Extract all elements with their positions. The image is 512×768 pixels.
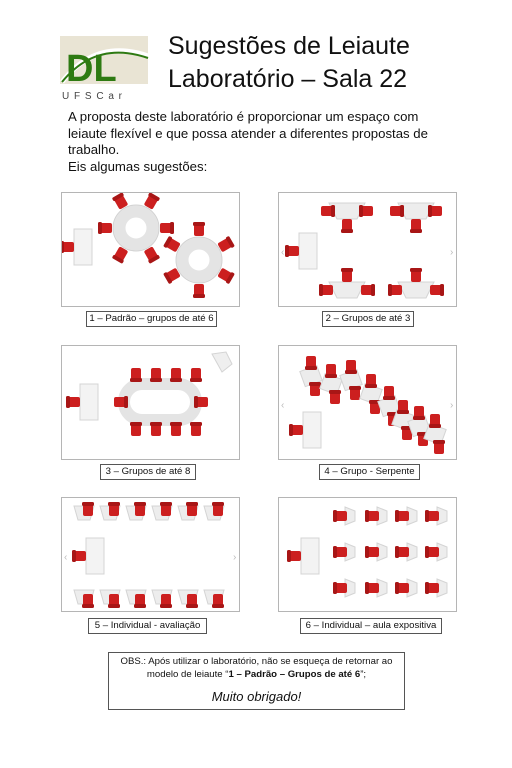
chair-back xyxy=(333,582,337,594)
chair-back xyxy=(359,205,363,217)
chair xyxy=(395,546,409,558)
table-ring xyxy=(182,243,216,277)
chair-back xyxy=(365,582,369,594)
chair-back xyxy=(365,384,377,388)
chair xyxy=(305,356,317,370)
obs-note xyxy=(108,652,405,710)
chair xyxy=(114,396,128,408)
chair xyxy=(329,390,341,404)
chair xyxy=(287,550,301,562)
chair-back xyxy=(333,510,337,522)
chair-back xyxy=(130,422,142,426)
chair-back xyxy=(397,410,409,414)
chair-back xyxy=(212,604,224,608)
chair xyxy=(365,546,379,558)
chair xyxy=(108,502,120,516)
title-line-1: Sugestões de Leiaute xyxy=(168,32,410,60)
chair-back xyxy=(425,546,429,558)
ufscar-dl-logo xyxy=(56,34,152,104)
intro-line-3: trabalho. xyxy=(68,142,120,158)
chair-back xyxy=(428,205,432,217)
chair xyxy=(160,502,172,516)
chair-back xyxy=(383,396,395,400)
chair-back xyxy=(400,205,404,217)
chevron-right-icon: › xyxy=(450,247,454,258)
chair-back xyxy=(425,510,429,522)
chair-back xyxy=(325,374,337,378)
chair xyxy=(365,510,379,522)
chair-back xyxy=(341,229,353,233)
chair xyxy=(160,594,172,608)
chair-back xyxy=(341,268,353,272)
chair-back xyxy=(349,386,361,390)
chair-back xyxy=(170,378,182,382)
chevron-right-icon: › xyxy=(450,400,454,411)
chair-back xyxy=(108,604,120,608)
spare-table xyxy=(212,352,232,372)
chair-back xyxy=(345,370,357,374)
chair xyxy=(193,284,205,298)
table-ring xyxy=(119,211,153,245)
intro-line-2: leiaute flexível e que possa atender a diferentes propostas de xyxy=(68,125,428,141)
chair xyxy=(395,582,409,594)
chair xyxy=(425,546,439,558)
chair xyxy=(66,396,80,408)
chair xyxy=(397,400,409,414)
chair-back xyxy=(62,241,64,253)
chair xyxy=(160,222,174,234)
chair xyxy=(428,205,442,217)
chair xyxy=(359,205,373,217)
layout-caption-2: 2 – Grupos de até 3 xyxy=(322,311,414,327)
chair xyxy=(309,382,321,396)
chair-back xyxy=(212,502,224,506)
chair xyxy=(193,222,205,236)
layout-caption-3: 3 – Grupos de até 8 xyxy=(100,464,196,480)
logo-letters: DL xyxy=(66,48,117,90)
teacher-desk xyxy=(301,538,319,574)
chair xyxy=(190,368,202,382)
teacher-desk xyxy=(303,412,321,448)
chair xyxy=(134,594,146,608)
layout-caption-6: 6 – Individual – aula expositiva xyxy=(300,618,442,634)
chair-back xyxy=(285,245,289,257)
page-title xyxy=(168,30,410,96)
layout-caption-1: 1 – Padrão – grupos de até 6 xyxy=(86,311,217,327)
chair xyxy=(62,241,74,253)
chair-back xyxy=(425,582,429,594)
chair-back xyxy=(193,294,205,298)
chair xyxy=(82,594,94,608)
chair-back xyxy=(365,546,369,558)
chair xyxy=(190,422,202,436)
chevron-left-icon: ‹ xyxy=(281,400,285,411)
chair-back xyxy=(395,582,399,594)
title-line-2: Laboratório – Sala 22 xyxy=(168,65,408,93)
chair-back xyxy=(413,416,425,420)
layout-diagram-1 xyxy=(61,192,240,307)
layout-diagram-4 xyxy=(278,345,457,460)
chair xyxy=(349,386,361,400)
chair xyxy=(333,582,347,594)
chair xyxy=(321,205,335,217)
layout-diagram-5 xyxy=(61,497,240,612)
chair-back xyxy=(82,604,94,608)
chair xyxy=(150,368,162,382)
chair-back xyxy=(190,378,202,382)
chair-back xyxy=(333,546,337,558)
chair-back xyxy=(66,396,70,408)
chair-back xyxy=(170,222,174,234)
chair-back xyxy=(440,284,444,296)
chair-back xyxy=(108,502,120,506)
chair-back xyxy=(190,422,202,426)
chair xyxy=(82,502,94,516)
chair xyxy=(325,364,337,378)
chair-back xyxy=(388,284,392,296)
chair-back xyxy=(134,502,146,506)
chair xyxy=(341,268,353,282)
thanks-text: Muito obrigado! xyxy=(211,689,302,704)
chair-back xyxy=(433,440,445,444)
layout-diagram-2 xyxy=(278,192,457,307)
layout-caption-5: 5 – Individual - avaliação xyxy=(88,618,207,634)
chair xyxy=(194,396,208,408)
chair-back xyxy=(134,604,146,608)
chair-back xyxy=(289,424,293,436)
layout-diagram-6 xyxy=(278,497,457,612)
chair xyxy=(341,219,353,233)
oval-table xyxy=(124,384,196,420)
chair-back xyxy=(193,222,205,226)
chair-back xyxy=(309,382,321,386)
chair xyxy=(170,368,182,382)
chair xyxy=(289,424,303,436)
layout-caption-4: 4 – Grupo - Serpente xyxy=(319,464,420,480)
chair xyxy=(433,440,445,454)
chair xyxy=(430,284,444,296)
chair xyxy=(390,205,404,217)
chair xyxy=(410,268,422,282)
chair xyxy=(130,422,142,436)
chair-back xyxy=(319,284,323,296)
chair-back xyxy=(98,222,102,234)
chair xyxy=(333,546,347,558)
chair-back xyxy=(371,284,375,296)
chair-back xyxy=(329,390,341,394)
chair-back xyxy=(82,502,94,506)
logo-subtitle: U F S C a r xyxy=(62,91,124,102)
chair xyxy=(108,594,120,608)
teacher-desk xyxy=(299,233,317,269)
chair xyxy=(150,422,162,436)
chair-back xyxy=(305,366,317,370)
chair xyxy=(395,510,409,522)
obs-text-after: ”; xyxy=(360,669,367,680)
teacher-desk xyxy=(86,538,104,574)
chair-back xyxy=(72,550,76,562)
chair-back xyxy=(150,378,162,382)
chair xyxy=(388,284,402,296)
teacher-desk xyxy=(80,384,98,420)
intro-line-4: Eis algumas sugestões: xyxy=(68,158,208,174)
chair xyxy=(425,582,439,594)
chair-back xyxy=(395,510,399,522)
obs-text-before: OBS.: Após utilizar o laboratório, não se esqueça de retornar ao modelo de leiaute “ xyxy=(120,656,393,680)
chair xyxy=(365,582,379,594)
chair-back xyxy=(186,604,198,608)
chair-back xyxy=(365,510,369,522)
chair-back xyxy=(160,604,172,608)
chevron-left-icon: ‹ xyxy=(64,552,68,563)
chair-back xyxy=(186,502,198,506)
chair xyxy=(365,374,377,388)
chair xyxy=(212,502,224,516)
chair xyxy=(319,284,333,296)
chair-back xyxy=(331,205,335,217)
chair-back xyxy=(170,422,182,426)
chair xyxy=(361,284,375,296)
chair xyxy=(383,386,395,400)
trapezoid-table xyxy=(398,282,434,298)
chair xyxy=(429,414,441,428)
chair xyxy=(212,594,224,608)
intro-line-1: A proposta deste laboratório é proporcionar um espaço com xyxy=(68,109,419,124)
chair-back xyxy=(150,422,162,426)
chair xyxy=(285,245,299,257)
trapezoid-table xyxy=(329,282,365,298)
chevron-right-icon: › xyxy=(233,552,237,563)
chair xyxy=(72,550,86,562)
chair-back xyxy=(160,502,172,506)
chair-back xyxy=(429,424,441,428)
chair xyxy=(345,360,357,374)
chair-back xyxy=(194,396,198,408)
chair xyxy=(425,510,439,522)
teacher-desk xyxy=(74,229,92,265)
chair xyxy=(186,594,198,608)
logo-graphic xyxy=(56,34,152,104)
chair-back xyxy=(287,550,291,562)
chair-back xyxy=(395,546,399,558)
obs-text-bold: 1 – Padrão – Grupos de até 6 xyxy=(228,669,361,680)
chevron-left-icon: ‹ xyxy=(281,247,285,258)
chair xyxy=(98,222,112,234)
chair-back xyxy=(410,229,422,233)
chair xyxy=(170,422,182,436)
chair xyxy=(410,219,422,233)
chair xyxy=(134,502,146,516)
chair xyxy=(186,502,198,516)
chair xyxy=(413,406,425,420)
intro-paragraph xyxy=(68,109,478,175)
layout-diagram-3 xyxy=(61,345,240,460)
chair xyxy=(130,368,142,382)
chair-back xyxy=(410,268,422,272)
chair xyxy=(333,510,347,522)
chair-back xyxy=(124,396,128,408)
chair-back xyxy=(130,378,142,382)
